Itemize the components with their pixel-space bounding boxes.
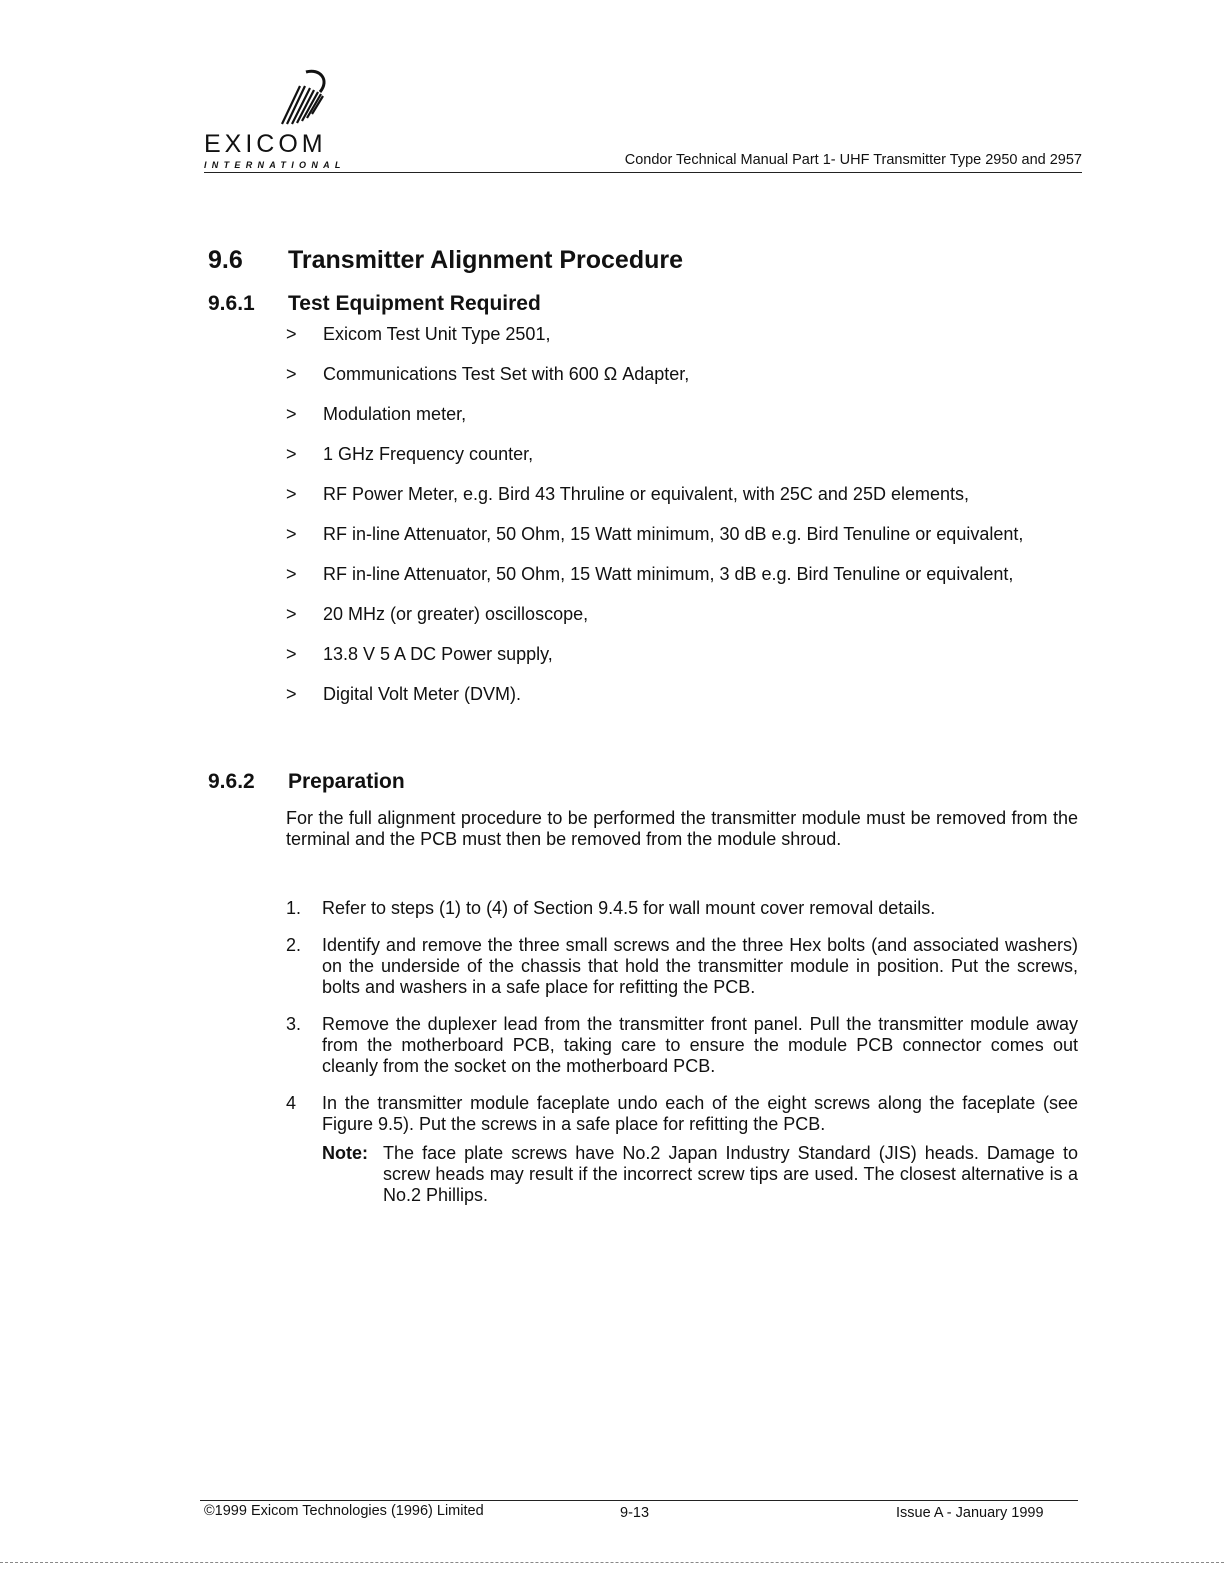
step-number: 4 — [286, 1093, 297, 1113]
list-item — [286, 604, 1078, 624]
list-marker: > — [286, 604, 297, 624]
equipment-item-text: RF in-line Attenuator, 50 Ohm, 15 Watt minimum, 30 dB e.g. Bird Tenuline or equivalent, — [323, 524, 1024, 544]
list-marker: > — [286, 324, 297, 344]
list-marker: > — [286, 644, 297, 664]
list-marker: > — [286, 524, 297, 544]
equipment-item-text: RF in-line Attenuator, 50 Ohm, 15 Watt minimum, 3 dB e.g. Bird Tenuline or equivalent, — [323, 564, 1014, 584]
section-number: 9.6 — [208, 246, 243, 274]
list-item — [286, 935, 1078, 998]
list-item — [286, 404, 1078, 424]
note-block — [322, 1143, 1078, 1206]
step-text: Identify and remove the three small screws and the three Hex bolts (and associated washers) on the underside of the chassis that hold the transmitter module in position. Put the screws, bolts and washers in a safe place for refitting the PCB. — [322, 935, 1078, 997]
list-item — [286, 524, 1078, 544]
equipment-title: Test Equipment Required — [288, 292, 541, 315]
list-item — [286, 644, 1078, 664]
footer-issue: Issue A - January 1999 — [896, 1505, 1044, 1521]
list-item — [286, 324, 1078, 344]
equipment-item-text: 20 MHz (or greater) oscilloscope, — [323, 604, 589, 624]
list-item — [286, 684, 1078, 704]
list-item — [286, 564, 1078, 584]
step-number: 3. — [286, 1014, 302, 1034]
logo-subtitle: INTERNATIONAL — [204, 160, 346, 170]
list-marker: > — [286, 564, 297, 584]
list-item — [286, 1014, 1078, 1077]
exicom-logo — [204, 66, 364, 170]
header-rule — [204, 172, 1082, 173]
footer-page-number: 9-13 — [620, 1505, 650, 1521]
equipment-item-text: Digital Volt Meter (DVM). — [323, 684, 522, 704]
section-title: Transmitter Alignment Procedure — [288, 246, 683, 274]
equipment-item-text: Modulation meter, — [323, 404, 467, 424]
step-number: 1. — [286, 898, 302, 918]
footer-rule — [200, 1500, 1078, 1501]
preparation-steps — [286, 898, 1078, 1206]
preparation-title: Preparation — [288, 770, 405, 793]
equipment-item-text: Communications Test Set with 600 Ω Adapter, — [323, 364, 690, 384]
step-text: Refer to steps (1) to (4) of Section 9.4.5 for wall mount cover removal details. — [322, 898, 936, 918]
preparation-number: 9.6.2 — [208, 770, 255, 793]
list-marker: > — [286, 684, 297, 704]
equipment-item-text: RF Power Meter, e.g. Bird 43 Thruline or equivalent, with 25C and 25D elements, — [323, 484, 969, 504]
list-marker: > — [286, 404, 297, 424]
equipment-item-text: 1 GHz Frequency counter, — [323, 444, 534, 464]
step-text: In the transmitter module faceplate undo each of the eight screws along the faceplate (see Figure 9.5). Put the screws in a safe place for refitting the PCB. — [322, 1093, 1078, 1134]
list-item — [286, 898, 1078, 919]
preparation-heading — [208, 770, 405, 794]
list-marker: > — [286, 364, 297, 384]
step-text: Remove the duplexer lead from the transmitter front panel. Pull the transmitter module away from the motherboard PCB, taking care to ensure the module PCB connector comes out cleanly from the socket on the motherboard PCB. — [322, 1014, 1078, 1076]
note-label: Note: — [322, 1143, 368, 1163]
footer-copyright: ©1999 Exicom Technologies (1996) Limited — [204, 1503, 484, 1519]
manual-title: Condor Technical Manual Part 1- UHF Transmitter Type 2950 and 2957 — [624, 152, 1082, 168]
equipment-item-text: Exicom Test Unit Type 2501, — [323, 324, 551, 344]
preparation-intro: For the full alignment procedure to be performed the transmitter module must be removed from the terminal and the PCB must then be removed from the module shroud. — [286, 808, 1078, 849]
list-marker: > — [286, 444, 297, 464]
step-number: 2. — [286, 935, 302, 955]
exicom-logo-icon — [268, 66, 338, 128]
equipment-item-text: 13.8 V 5 A DC Power supply, — [323, 644, 553, 664]
equipment-heading — [208, 292, 541, 316]
page-edge — [0, 1562, 1224, 1563]
equipment-number: 9.6.1 — [208, 292, 255, 315]
list-item — [286, 444, 1078, 464]
logo-wordmark: EXICOM — [204, 130, 327, 158]
list-item — [286, 484, 1078, 504]
equipment-list — [286, 324, 1078, 724]
list-item — [286, 364, 1078, 384]
note-text: The face plate screws have No.2 Japan Industry Standard (JIS) heads. Damage to screw heads may result if the incorrect screw tips are used. The closest alternative is a No.2 Phillips. — [383, 1143, 1078, 1205]
list-item — [286, 1093, 1078, 1135]
list-marker: > — [286, 484, 297, 504]
